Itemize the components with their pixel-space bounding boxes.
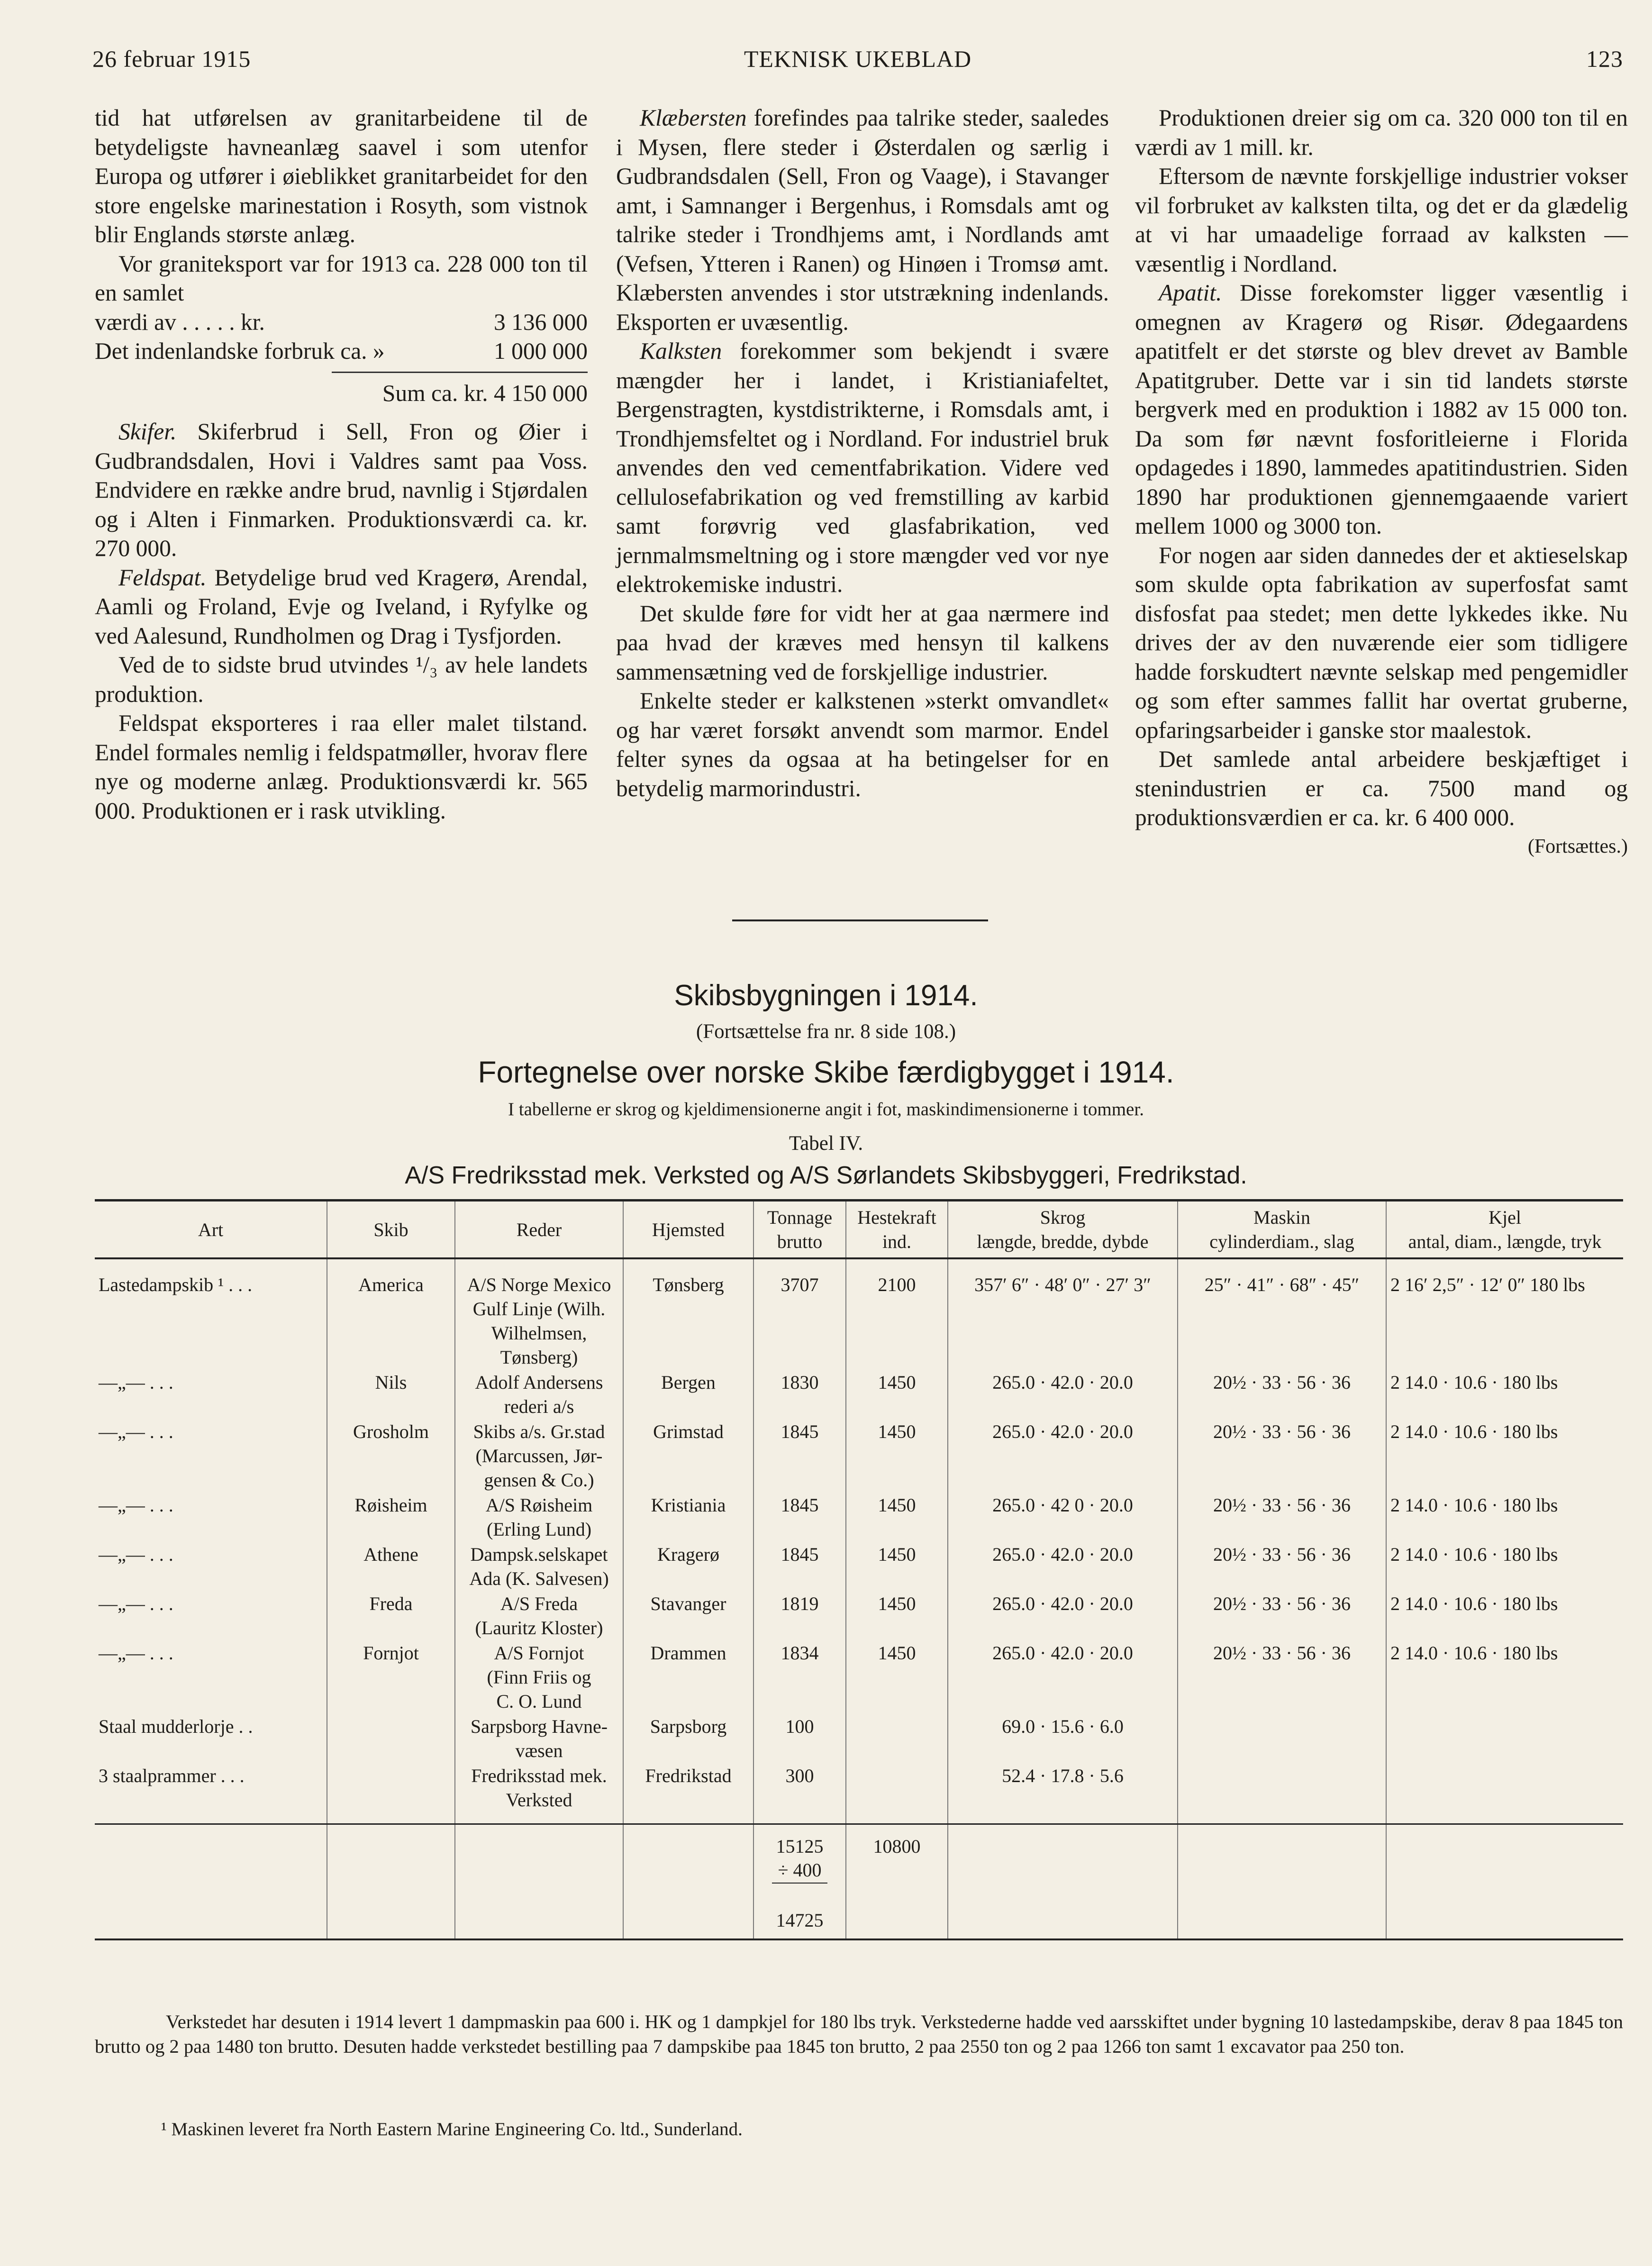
list-title: Fortegnelse over norske Skibe færdigbygget i 1914. <box>478 1055 1174 1089</box>
boiler-cell <box>1386 1714 1623 1764</box>
tonnage-cell: 1834 <box>753 1641 846 1714</box>
section-head: Kalksten <box>640 338 722 364</box>
col-header-maskin: Maskin cylinderdiam., slag <box>1178 1201 1386 1259</box>
value-label: Det indenlandske forbruk ca. » <box>95 338 385 364</box>
boiler-cell: 2 14.0 · 10.6 · 180 lbs <box>1386 1493 1623 1542</box>
section-text: Betydelige brud ved Kragerø, Arendal, Aamli og Froland, Evje og Iveland, i Ryfylke og ved Aalesund, Rundholmen og Drag i Tysfjorden. <box>95 564 588 649</box>
ship-type-cell: —„— . . . <box>99 1642 173 1664</box>
boiler-cell: 2 14.0 · 10.6 · 180 lbs <box>1386 1542 1623 1592</box>
paragraph: Ved de to sidste brud utvindes ¹/₃ av hele landets produktion. <box>95 652 588 707</box>
hestekraft-total: 10800 <box>846 1824 948 1940</box>
ship-type-cell: 3 staalprammer . . . <box>99 1765 245 1786</box>
paragraph: Feldspat eksporteres i raa eller malet tilstand. Endel formales nemlig i feldspatmøller, hvorav flere nye og moderne anlæg. Produktionsværdi kr. 565 000. Produktionen er i rask utvikling. <box>95 710 588 824</box>
continued-note: (Fortsættes.) <box>1527 835 1628 857</box>
ship-type-cell: —„— . . . <box>99 1421 173 1442</box>
section-head: Skifer. <box>118 419 177 445</box>
hull-cell: 265.0 · 42.0 · 20.0 <box>948 1542 1178 1592</box>
table-row <box>95 1592 1623 1641</box>
section-text: forekommer som bekjendt i svære mængder her i landet, i Kristianiafeltet, Bergenstragten, kystdistrikterne, i Romsdals amt, i Trondhjemsfeltet og i Nordland. For industriel bruk anvendes den ved cementfabrikation. Videre ved cellulosefabrikation og ved fremstilling av karbid samt forøvrig ved glasfabrikation, ved jernmalmsmeltning og i store mængder ved vor nye elektrokemiske industri. <box>616 338 1109 597</box>
col-header-tonnage: Tonnage brutto <box>753 1201 846 1259</box>
yard-note <box>95 2010 1623 2059</box>
paragraph: Produktionen dreier sig om ca. 320 000 ton til en værdi av 1 mill. kr. <box>1135 105 1628 160</box>
home-port-cell: Stavanger <box>623 1592 753 1641</box>
ships-table <box>95 1199 1623 1940</box>
article-title: Skibsbygningen i 1914. <box>674 979 978 1012</box>
owner-cell: Skibs a/s. Gr.stad (Marcussen, Jør- gensen & Co.) <box>455 1420 623 1493</box>
section-text: Disse forekomster ligger væsentlig i omegnen av Kragerø og Risør. Ødegaardens apatitfelt er det største og blev drevet av Bamble Apatitgruber. Dette var i sin tid landets største bergverk med en produktion i 1882 av 15 000 ton. Da som før nævnt fosforitleierne i Florida opdagedes i 1890, lammedes apatitindustrien. Siden 1890 har produktionen gjennemgaaende variert mellem 1000 og 3000 ton. <box>1135 280 1628 539</box>
owner-cell: A/S Freda (Lauritz Kloster) <box>455 1592 623 1641</box>
value-label: værdi av . . . . . kr. <box>95 309 265 335</box>
hull-cell: 265.0 · 42 0 · 20.0 <box>948 1493 1178 1542</box>
col-header-skrog: Skrog længde, bredde, dybde <box>948 1201 1178 1259</box>
table-header-row <box>95 1201 1623 1259</box>
ship-type-cell: Lastedampskib ¹ . . . <box>99 1274 253 1295</box>
hull-cell: 265.0 · 42.0 · 20.0 <box>948 1370 1178 1420</box>
boiler-cell: 2 16′ 2,5″ · 12′ 0″ 180 lbs <box>1386 1258 1623 1370</box>
ship-type-cell: —„— . . . <box>99 1593 173 1614</box>
hull-cell: 52.4 · 17.8 · 5.6 <box>948 1764 1178 1824</box>
tonnage-cell: 1845 <box>753 1542 846 1592</box>
boiler-cell: 2 14.0 · 10.6 · 180 lbs <box>1386 1592 1623 1641</box>
sum-line: Sum ca. kr. 4 150 000 <box>382 380 588 406</box>
home-port-cell: Sarpsborg <box>623 1714 753 1764</box>
engine-cell: 20½ · 33 · 56 · 36 <box>1178 1493 1386 1542</box>
owner-cell: Adolf Andersens rederi a/s <box>455 1370 623 1420</box>
col-header-kjel: Kjel antal, diam., længde, tryk <box>1386 1201 1623 1259</box>
boiler-cell <box>1386 1764 1623 1824</box>
value-row <box>95 308 588 337</box>
engine-cell: 25″ · 41″ · 68″ · 45″ <box>1178 1258 1386 1370</box>
page-header <box>92 45 1623 78</box>
column-1 <box>95 103 588 825</box>
col-header-hestekraft: Hestekraft ind. <box>846 1201 948 1259</box>
ship-name-cell <box>327 1714 455 1764</box>
horsepower-cell: 1450 <box>846 1493 948 1542</box>
home-port-cell: Tønsberg <box>623 1258 753 1370</box>
article-subtitle: (Fortsættelse fra nr. 8 side 108.) <box>696 1020 956 1043</box>
table-row <box>95 1370 1623 1420</box>
ship-name-cell: Freda <box>327 1592 455 1641</box>
value-amount: 3 136 000 <box>494 309 588 335</box>
tonnage-total: 15125 ÷ 400 14725 <box>753 1824 846 1940</box>
tonnage-cell: 3707 <box>753 1258 846 1370</box>
footnote: ¹ Maskinen leveret fra North Eastern Marine Engineering Co. ltd., Sunderland. <box>161 2119 743 2139</box>
engine-cell: 20½ · 33 · 56 · 36 <box>1178 1641 1386 1714</box>
ship-name-cell: Grosholm <box>327 1420 455 1493</box>
section-divider <box>732 919 988 921</box>
ship-name-cell: Athene <box>327 1542 455 1592</box>
boiler-cell: 2 14.0 · 10.6 · 180 lbs <box>1386 1641 1623 1714</box>
hull-cell: 69.0 · 15.6 · 6.0 <box>948 1714 1178 1764</box>
hull-cell: 265.0 · 42.0 · 20.0 <box>948 1420 1178 1493</box>
ship-type-cell: —„— . . . <box>99 1544 173 1565</box>
ship-name-cell: Fornjot <box>327 1641 455 1714</box>
header-title: TEKNISK UKEBLAD <box>744 46 972 72</box>
shipyard-title: A/S Fredriksstad mek. Verksted og A/S Sørlandets Skibsbyggeri, Fredrikstad. <box>405 1162 1247 1189</box>
home-port-cell: Kristiania <box>623 1493 753 1542</box>
owner-cell: A/S Røisheim (Erling Lund) <box>455 1493 623 1542</box>
value-amount: 1 000 000 <box>494 338 588 364</box>
section-head: Feldspat. <box>118 564 207 591</box>
table-row <box>95 1493 1623 1542</box>
col-header-hjemsted: Hjemsted <box>623 1201 753 1259</box>
table-number: Tabel IV. <box>789 1132 863 1155</box>
ship-name-cell: America <box>327 1258 455 1370</box>
tonnage-cell: 1819 <box>753 1592 846 1641</box>
tonnage-cell: 1830 <box>753 1370 846 1420</box>
owner-cell: Sarpsborg Havne- væsen <box>455 1714 623 1764</box>
paragraph: Enkelte steder er kalkstenen »sterkt omvandlet« og har været forsøkt anvendt som marmor. Endel felter synes da ogsaa at ha betingelser for en betydelig marmorindustri. <box>616 688 1109 801</box>
units-note: I tabellerne er skrog og kjeldimensionerne angit i fot, maskindimensionerne i tommer. <box>508 1099 1144 1119</box>
engine-cell: 20½ · 33 · 56 · 36 <box>1178 1592 1386 1641</box>
col-header-skib: Skib <box>327 1201 455 1259</box>
ship-type-cell: —„— . . . <box>99 1494 173 1516</box>
value-row <box>95 337 588 366</box>
page-number: 123 <box>1586 46 1623 72</box>
table-row <box>95 1258 1623 1370</box>
engine-cell: 20½ · 33 · 56 · 36 <box>1178 1420 1386 1493</box>
engine-cell <box>1178 1764 1386 1824</box>
tonnage-cell: 1845 <box>753 1420 846 1493</box>
ship-type-cell: —„— . . . <box>99 1372 173 1393</box>
home-port-cell: Drammen <box>623 1641 753 1714</box>
tonnage-cell: 1845 <box>753 1493 846 1542</box>
owner-cell: Fredriksstad mek. Verksted <box>455 1764 623 1824</box>
section-text: Skiferbrud i Sell, Fron og Øier i Gudbrandsdalen, Hovi i Valdres samt paa Voss. Endvidere en række andre brud, navnlig i Stjørdalen og i Alten i Finmarken. Produktionsværdi ca. kr. 270 000. <box>95 419 588 561</box>
table-row <box>95 1714 1623 1764</box>
sum-rule <box>332 372 588 373</box>
ship-name-cell: Nils <box>327 1370 455 1420</box>
boiler-cell: 2 14.0 · 10.6 · 180 lbs <box>1386 1420 1623 1493</box>
owner-cell: A/S Norge Mexico Gulf Linje (Wilh. Wilhelmsen, Tønsberg) <box>455 1258 623 1370</box>
column-2 <box>616 103 1109 803</box>
paragraph: For nogen aar siden dannedes der et aktieselskap som skulde opta fabrikation av superfosfat samt disfosfat paa stedet; men dette lykkedes ikke. Nu drives der av den nuværende eier som tidligere hadde forskudtert nævnte selskap med pengemidler og som efter sammes fallit har overtat gruberne, opfaringsarbeider i ganske stor maalestok. <box>1135 542 1628 743</box>
owner-cell: A/S Fornjot (Finn Friis og C. O. Lund <box>455 1641 623 1714</box>
column-3 <box>1135 103 1628 861</box>
paragraph: Eftersom de nævnte forskjellige industrier vokser vil forbruket av kalksten tilta, og det er da glædelig at vi har umaadelige forraad av kalksten — væsentlig i Nordland. <box>1135 163 1628 277</box>
section-head: Klæbersten <box>640 105 747 131</box>
horsepower-cell <box>846 1714 948 1764</box>
yard-note-text: Verkstedet har desuten i 1914 levert 1 dampmaskin paa 600 i. HK og 1 dampkjel for 180 lbs tryk. Verkstederne hadde ved aarsskiftet under bygning 10 lastedampskibe, derav 8 paa 1845 ton brutto og 2 paa 1480 ton brutto. Desuten hadde verkstedet bestilling paa 7 dampskibe paa 1845 ton brutto, 2 paa 2550 ton og 2 paa 1266 ton samt 1 excavator paa 250 ton. <box>95 2011 1623 2057</box>
hull-cell: 265.0 · 42.0 · 20.0 <box>948 1592 1178 1641</box>
home-port-cell: Bergen <box>623 1370 753 1420</box>
horsepower-cell: 1450 <box>846 1641 948 1714</box>
paragraph: Det samlede antal arbeidere beskjæftiget i stenindustrien er ca. 7500 mand og produktionsværdien er ca. kr. 6 400 000. <box>1135 746 1628 830</box>
home-port-cell: Kragerø <box>623 1542 753 1592</box>
hull-cell: 357′ 6″ · 48′ 0″ · 27′ 3″ <box>948 1258 1178 1370</box>
owner-cell: Dampsk.selskapet Ada (K. Salvesen) <box>455 1542 623 1592</box>
section-text: forefindes paa talrike steder, saaledes i Mysen, flere steder i Østerdalen og særlig i Gudbrandsdalen (Sell, Fron og Vaage), i Stavanger amt, i Samnanger i Bergenhus, i Romsdals amt og talrike steder i Trondhjems amt, i Nordlands amt (Vefsen, Ytteren i Ranen) og Hinøen i Tromsø amt. Klæbersten anvendes i stor utstrækning indenlands. Eksporten er uvæsentlig. <box>616 105 1109 335</box>
home-port-cell: Grimstad <box>623 1420 753 1493</box>
col-header-reder: Reder <box>455 1201 623 1259</box>
home-port-cell: Fredrikstad <box>623 1764 753 1824</box>
horsepower-cell: 1450 <box>846 1420 948 1493</box>
header-date: 26 februar 1915 <box>92 46 251 72</box>
totals-row <box>95 1824 1623 1940</box>
ship-name-cell <box>327 1764 455 1824</box>
table-row <box>95 1641 1623 1714</box>
boiler-cell: 2 14.0 · 10.6 · 180 lbs <box>1386 1370 1623 1420</box>
table-row <box>95 1764 1623 1824</box>
col-header-art: Art <box>95 1201 327 1259</box>
horsepower-cell: 1450 <box>846 1370 948 1420</box>
horsepower-cell: 2100 <box>846 1258 948 1370</box>
tonnage-cell: 100 <box>753 1714 846 1764</box>
paragraph: tid hat utførelsen av granitarbeidene til de betydeligste havneanlæg saavel i som utenfor Europa og utfører i øieblikket granitarbeidet for den store engelske marinestation i Rosyth, som vistnok blir Englands største anlæg. <box>95 105 588 247</box>
horsepower-cell: 1450 <box>846 1542 948 1592</box>
engine-cell: 20½ · 33 · 56 · 36 <box>1178 1370 1386 1420</box>
hull-cell: 265.0 · 42.0 · 20.0 <box>948 1641 1178 1714</box>
section-head: Apatit. <box>1159 280 1222 306</box>
engine-cell <box>1178 1714 1386 1764</box>
horsepower-cell: 1450 <box>846 1592 948 1641</box>
paragraph: Det skulde føre for vidt her at gaa nærmere ind paa hvad der kræves med hensyn til kalkens sammensætning ved de forskjellige industrier. <box>616 600 1109 685</box>
ship-name-cell: Røisheim <box>327 1493 455 1542</box>
table-row <box>95 1420 1623 1493</box>
paragraph: Vor graniteksport var for 1913 ca. 228 000 ton til en samlet <box>95 250 588 306</box>
engine-cell: 20½ · 33 · 56 · 36 <box>1178 1542 1386 1592</box>
tonnage-cell: 300 <box>753 1764 846 1824</box>
ship-type-cell: Staal mudderlorje . . <box>99 1716 253 1737</box>
table-row <box>95 1542 1623 1592</box>
horsepower-cell <box>846 1764 948 1824</box>
